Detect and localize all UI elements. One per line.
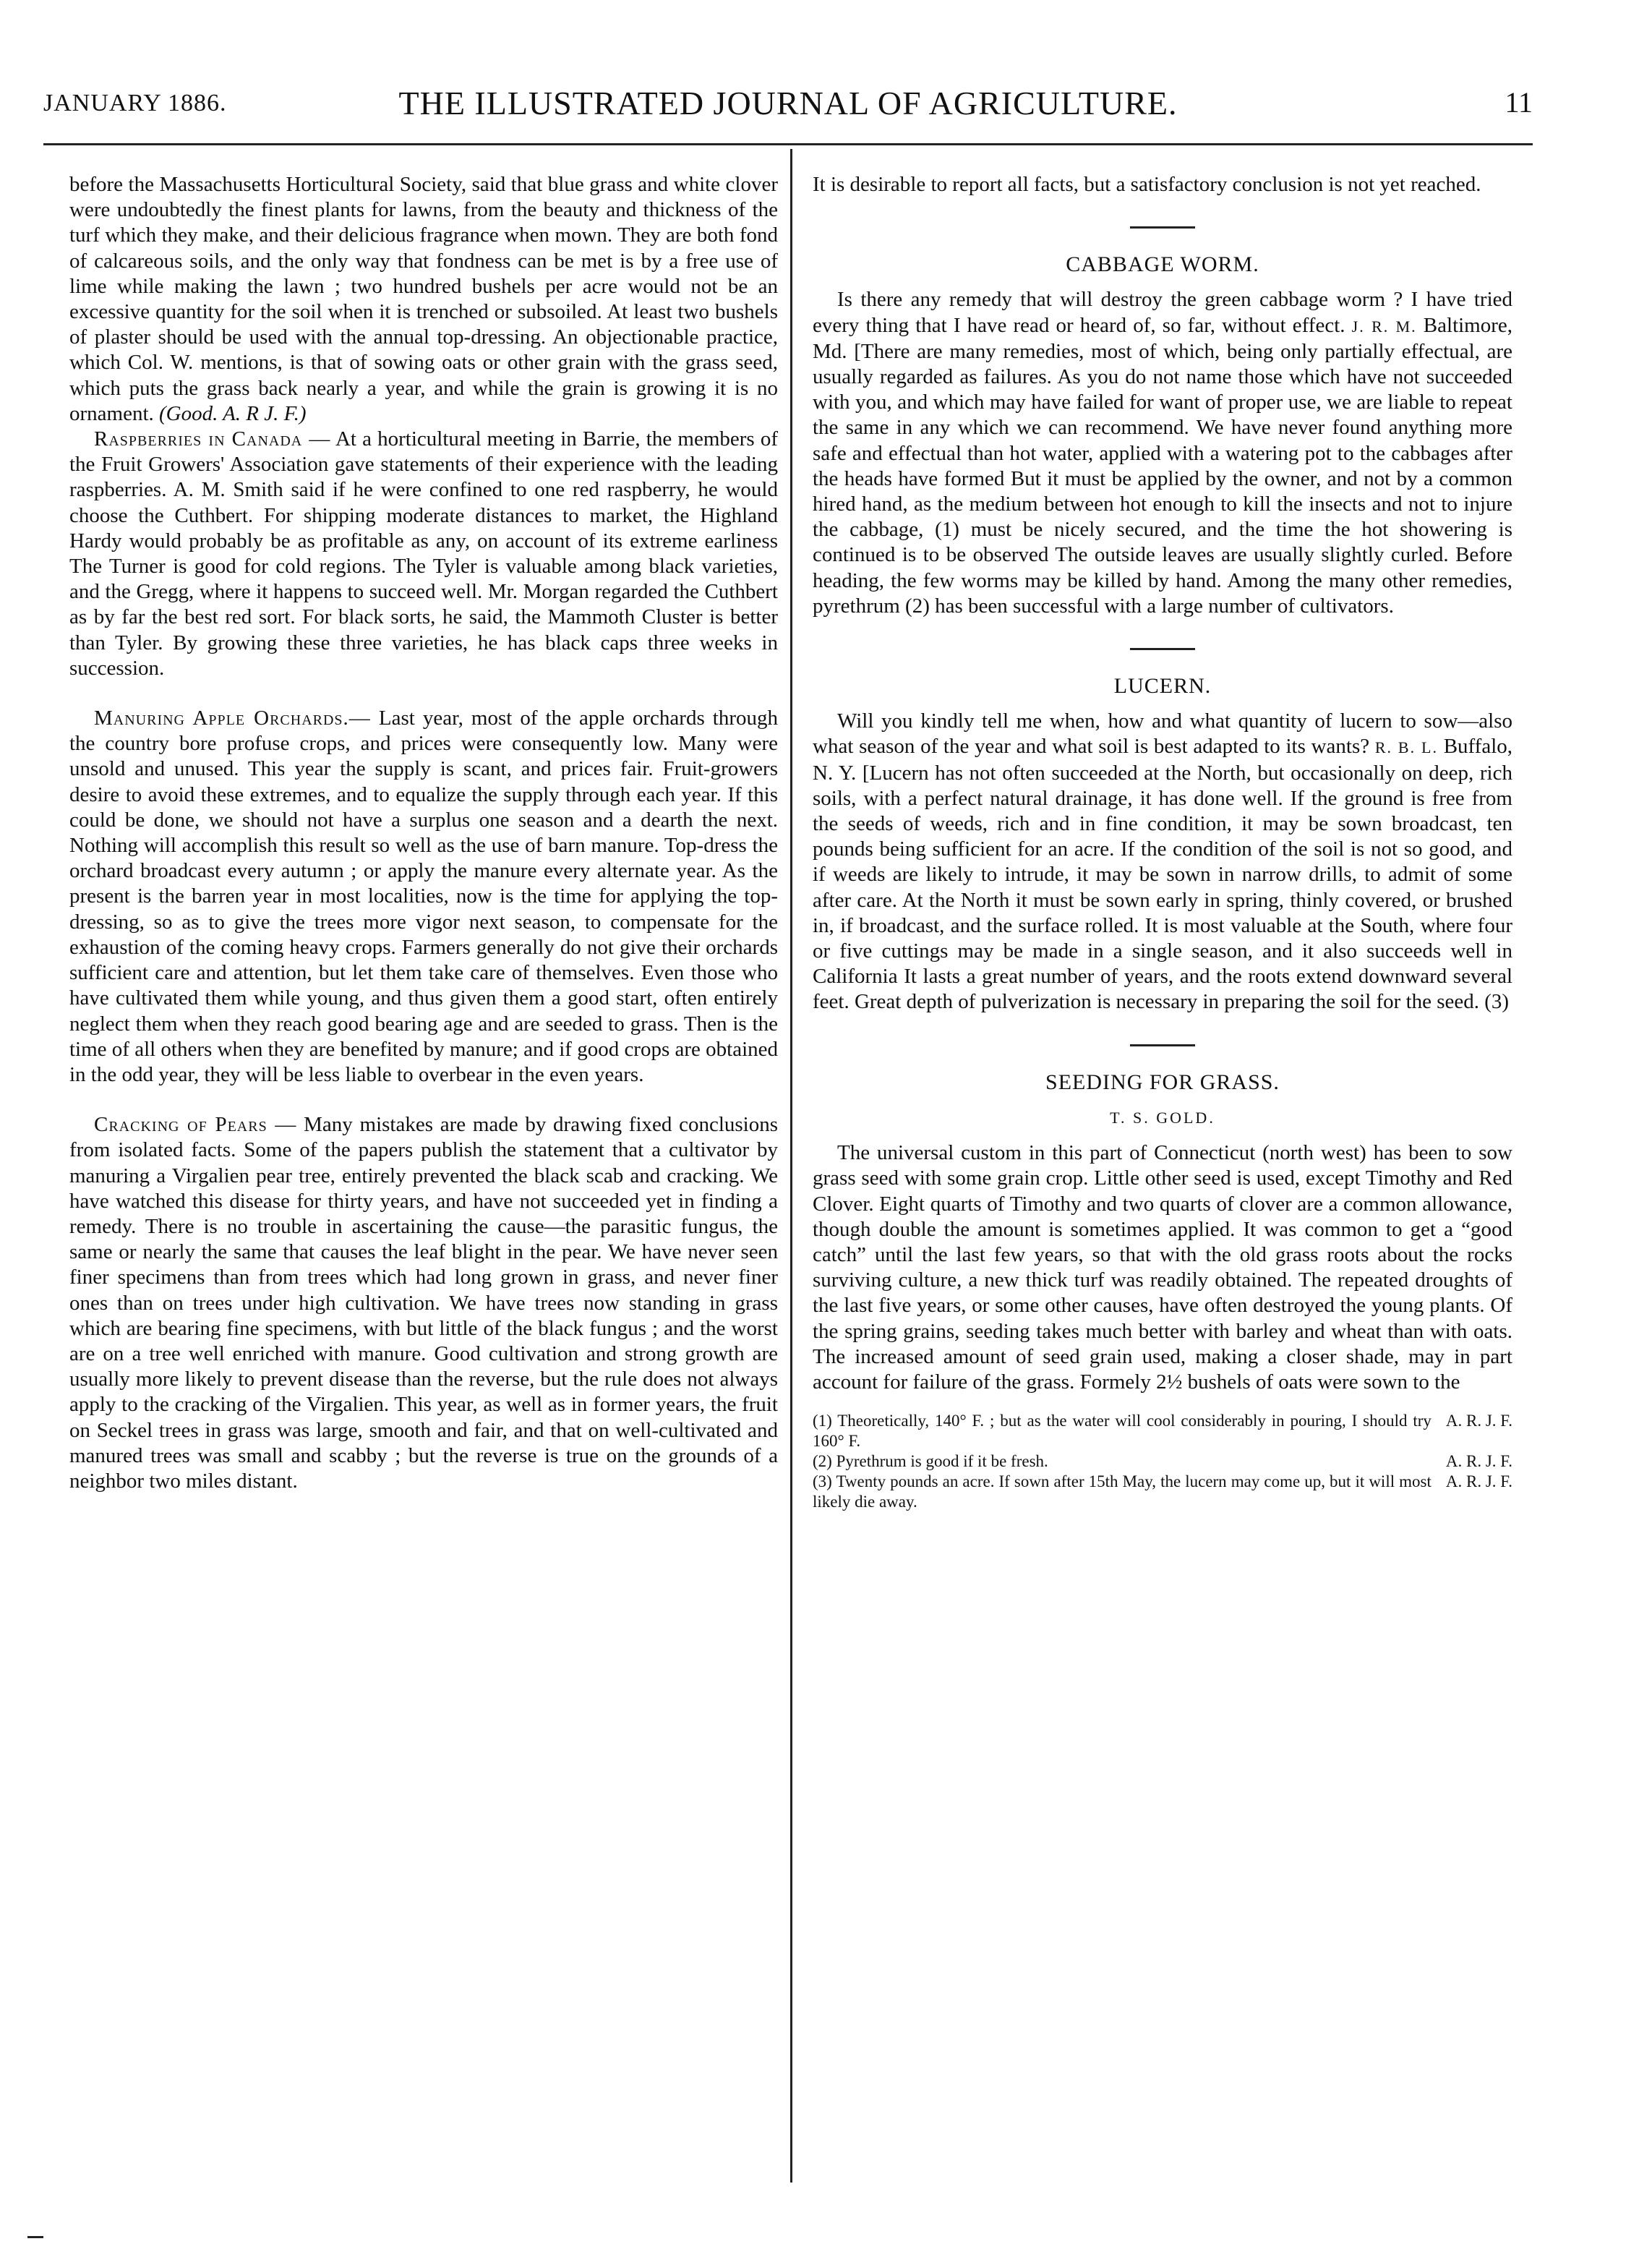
column-divider bbox=[790, 149, 792, 2183]
correspondent-initials: J. R. M. bbox=[1351, 317, 1417, 336]
article-body: At a horticultural meeting in Barrie, the members of the Fruit Growers' Association gave statements of their experience with the leading raspberries. A. M. Smith said if he were confined to one red raspberry, he would choose the Cuthbert. For shipping moderate distances to market, the Highland Hardy would probably be as profitable as any, on account of its extreme earliness The Turner is good for cold regions. The Tyler is valuable among black varieties, and the Gregg, where it happens to succeed well. Mr. Morgan regarded the Cuthbert as by far the best red sort. For black sorts, he said, the Mammoth Cluster is better than Tyler. By growing these three varieties, he has black caps three weeks in succession. bbox=[69, 427, 778, 680]
article-body: Last year, most of the apple orchards through the country bore profuse crops, and prices were consequently low. Many were unsold and unused. This year the supply is scant, and prices fair. Fruit-growers desire to avoid these extremes, and to equalize the supply through each year. If this could be done, we should not have a surplus one season and a dearth the next. Nothing will accomplish this result so well as the use of barn manure. Top-dress the orchard broadcast every autumn ; or apply the manure every alternate year. As the present is the barren year in most localities, now is the time for applying the top-dressing, so as to give the trees more vigor next season, to compensate for the exhaustion of the coming heavy crops. Farmers generally do not give their orchards sufficient care and attention, but let them take care of themselves. Even those who have cultivated them while young, and thus given them a good start, often entirely neglect them when they reach good bearing age and are seeded to grass. Then is the time of all others when they are benefited by manure; and if good crops are obtained in the odd year, they will be less liable to overbear in the even years. bbox=[69, 707, 779, 1086]
continuation-paragraph: before the Massachusetts Horticultural Society, said that blue grass and white clover were undoubtedly the finest plants for lawns, from the beauty and thickness of the turf which they make, and their delicious fragrance when mown. They are both fond of calcareous soils, and the only way that fondness can be met is by a free use of lime while making the lawn ; two hundred bushels per acre would not be an excessive quantity for the soil when it is trenched or subsoiled. At least two bushels of plaster should be used with the annual top-dressing. An objectionable practice, which Col. W. mentions, is that of sowing oats or other grain with the grass seed, which puts the grass back nearly a year, and while the grain is growing it is no ornament. (Good. A. R J. F.) bbox=[69, 173, 778, 425]
cabbage-worm-heading: CABBAGE WORM. bbox=[1066, 252, 1259, 277]
footnote: (3) Twenty pounds an acre. If sown after 15th May, the lucern may come up, but it will most likely die away. A. R. J. F. bbox=[813, 1472, 1512, 1511]
correspondent-initials: R. B. L. bbox=[1374, 738, 1438, 757]
page-number: 11 bbox=[1505, 86, 1533, 119]
footnotes bbox=[813, 1411, 1512, 1512]
lucern-article: Will you kindly tell me when, how and what quantity of lucern to sow—also what season of the year and what soil is best adapted to its wants? R. B. L. Buffalo, N. Y. [Lucern has not often succeeded at the North, but occasionally on deep, rich soils, with a perfect natural drainage, it has done well. If the ground is free from the seeds of weeds, rich and in fine condition, it may be sown broadcast, ten pounds being sufficient for an acre. If the condition of the soil is not so good, and if weeds are likely to intrude, it may be sown in narrow drills, to admit of some after care. At the North it must be sown early in spring, thinly covered, or brushed in, if broadcast, and the surface rolled. It is most valuable at the South, where four or five cuttings may be made in a single season, and it also succeeds well in California It lasts a great number of years, and the roots extend downward several feet. Great depth of pulverization is necessary in preparing the soil for the seed. (3) bbox=[813, 709, 1513, 1014]
footnote: (2) Pyrethrum is good if it be fresh. A. R. J. F. bbox=[813, 1452, 1512, 1471]
page-header bbox=[43, 84, 1533, 135]
journal-title: THE ILLUSTRATED JOURNAL OF AGRICULTURE. bbox=[398, 85, 1178, 121]
footnote-signature: A. R. J. F. bbox=[1445, 1452, 1512, 1471]
footnote: (1) Theoretically, 140° F. ; but as the water will cool considerably in pouring, I should try 160° F. A. R. J. F. bbox=[813, 1412, 1512, 1451]
cracking-article bbox=[69, 1112, 778, 1494]
footnote-signature: A. R. J. F. bbox=[1445, 1412, 1512, 1430]
issue-date: JANUARY 1886. bbox=[43, 90, 227, 116]
continuation-paragraph: It is desirable to report all facts, but a satisfactory conclusion is not yet reached. bbox=[813, 173, 1481, 196]
author-byline: T. S. GOLD. bbox=[1110, 1108, 1215, 1127]
header-rule bbox=[43, 143, 1533, 145]
editor-signature: (Good. A. R J. F.) bbox=[159, 401, 307, 425]
cabbage-worm-article: Is there any remedy that will destroy the green cabbage worm ? I have tried every thing that I have read or heard of, so far, without effect. J. R. M. Baltimore, Md. [There are many remedies, most of which, being only partially effectual, are usually regarded as failures. As you do not name those which have not succeeded with you, and which may have failed for want of proper use, we are liable to repeat the same in any which we can recommend. We have never found anything more safe and effectual than hot water, applied with a watering pot to the cabbages after the heads have formed But it must be applied by the owner, and not by a common hired hand, as the medium between hot enough to kill the insects and not to injure the cabbage, (1) must be nicely secured, and the time the hot showering is continued is to be observed The outside leaves are usually slightly curled. Before heading, the few worms may be killed by hand. Among the many other remedies, pyrethrum (2) has been successful with a large number of cultivators. bbox=[813, 288, 1513, 618]
article-body: Many mistakes are made by drawing fixed conclusions from isolated facts. Some of the papers publish the statement that a cultivator by manuring a Virgalien pear tree, entirely prevented the black scab and cracking. We have watched this disease for thirty years, and have not succeeded yet in finding a remedy. There is no trouble in ascertaining the cause—the parasitic fungus, the same or nearly the same that causes the leaf blight in the pear. We have never seen finer specimens than from trees which had long grown in grass, and never finer ones than on trees under high cultivation. We have trees now standing in grass which are bearing fine specimens, with but little of the black fungus ; and the worst are on a tree well enriched with manure. Good cultivation and strong growth are usually more likely to prevent disease than the reverse, but the rule does not always apply to the cracking of the Virgalien. This year, as well as in former years, the fruit on Seckel trees in grass was large, smooth and fair, and that on well-cultivated and manured trees was small and scabby ; but the reverse is true on the grounds of a neighbor two miles distant. bbox=[69, 1113, 779, 1493]
footnote-signature: A. R. J. F. bbox=[1445, 1472, 1512, 1491]
section-rule bbox=[1130, 1044, 1195, 1046]
raspberries-article bbox=[69, 427, 778, 681]
margin-mark bbox=[27, 2236, 43, 2238]
seeding-heading: SEEDING FOR GRASS. bbox=[1045, 1070, 1280, 1094]
article-title: Raspberries in Canada — bbox=[94, 427, 331, 451]
article-title: Manuring Apple Orchards.— bbox=[94, 707, 371, 730]
seeding-article: The universal custom in this part of Connecticut (north west) has been to sow grass seed with some grain crop. Little other seed is used, except Timothy and Red Clover. Eight quarts of Timothy and two quarts of clover are a common allowance, though double the amount is sometimes applied. It was common to get a “good catch” until the last few years, so that with the old grass roots about the rocks surviving culture, a new thick turf was readily obtained. The repeated droughts of the last five years, or some other causes, have often destroyed the young plants. Of the spring grains, seeding takes much better with barley and wheat than with oats. The increased amount of seed grain used, making a closer shade, may in part account for failure of the grass. Formely 2½ bushels of oats were sown to the bbox=[813, 1141, 1512, 1394]
manuring-article bbox=[69, 706, 778, 1088]
lucern-heading: LUCERN. bbox=[1113, 674, 1212, 699]
right-column bbox=[813, 172, 1512, 1512]
left-column bbox=[69, 172, 778, 1494]
section-rule bbox=[1130, 648, 1195, 650]
section-rule bbox=[1130, 226, 1195, 229]
article-title: Cracking of Pears — bbox=[94, 1113, 297, 1137]
